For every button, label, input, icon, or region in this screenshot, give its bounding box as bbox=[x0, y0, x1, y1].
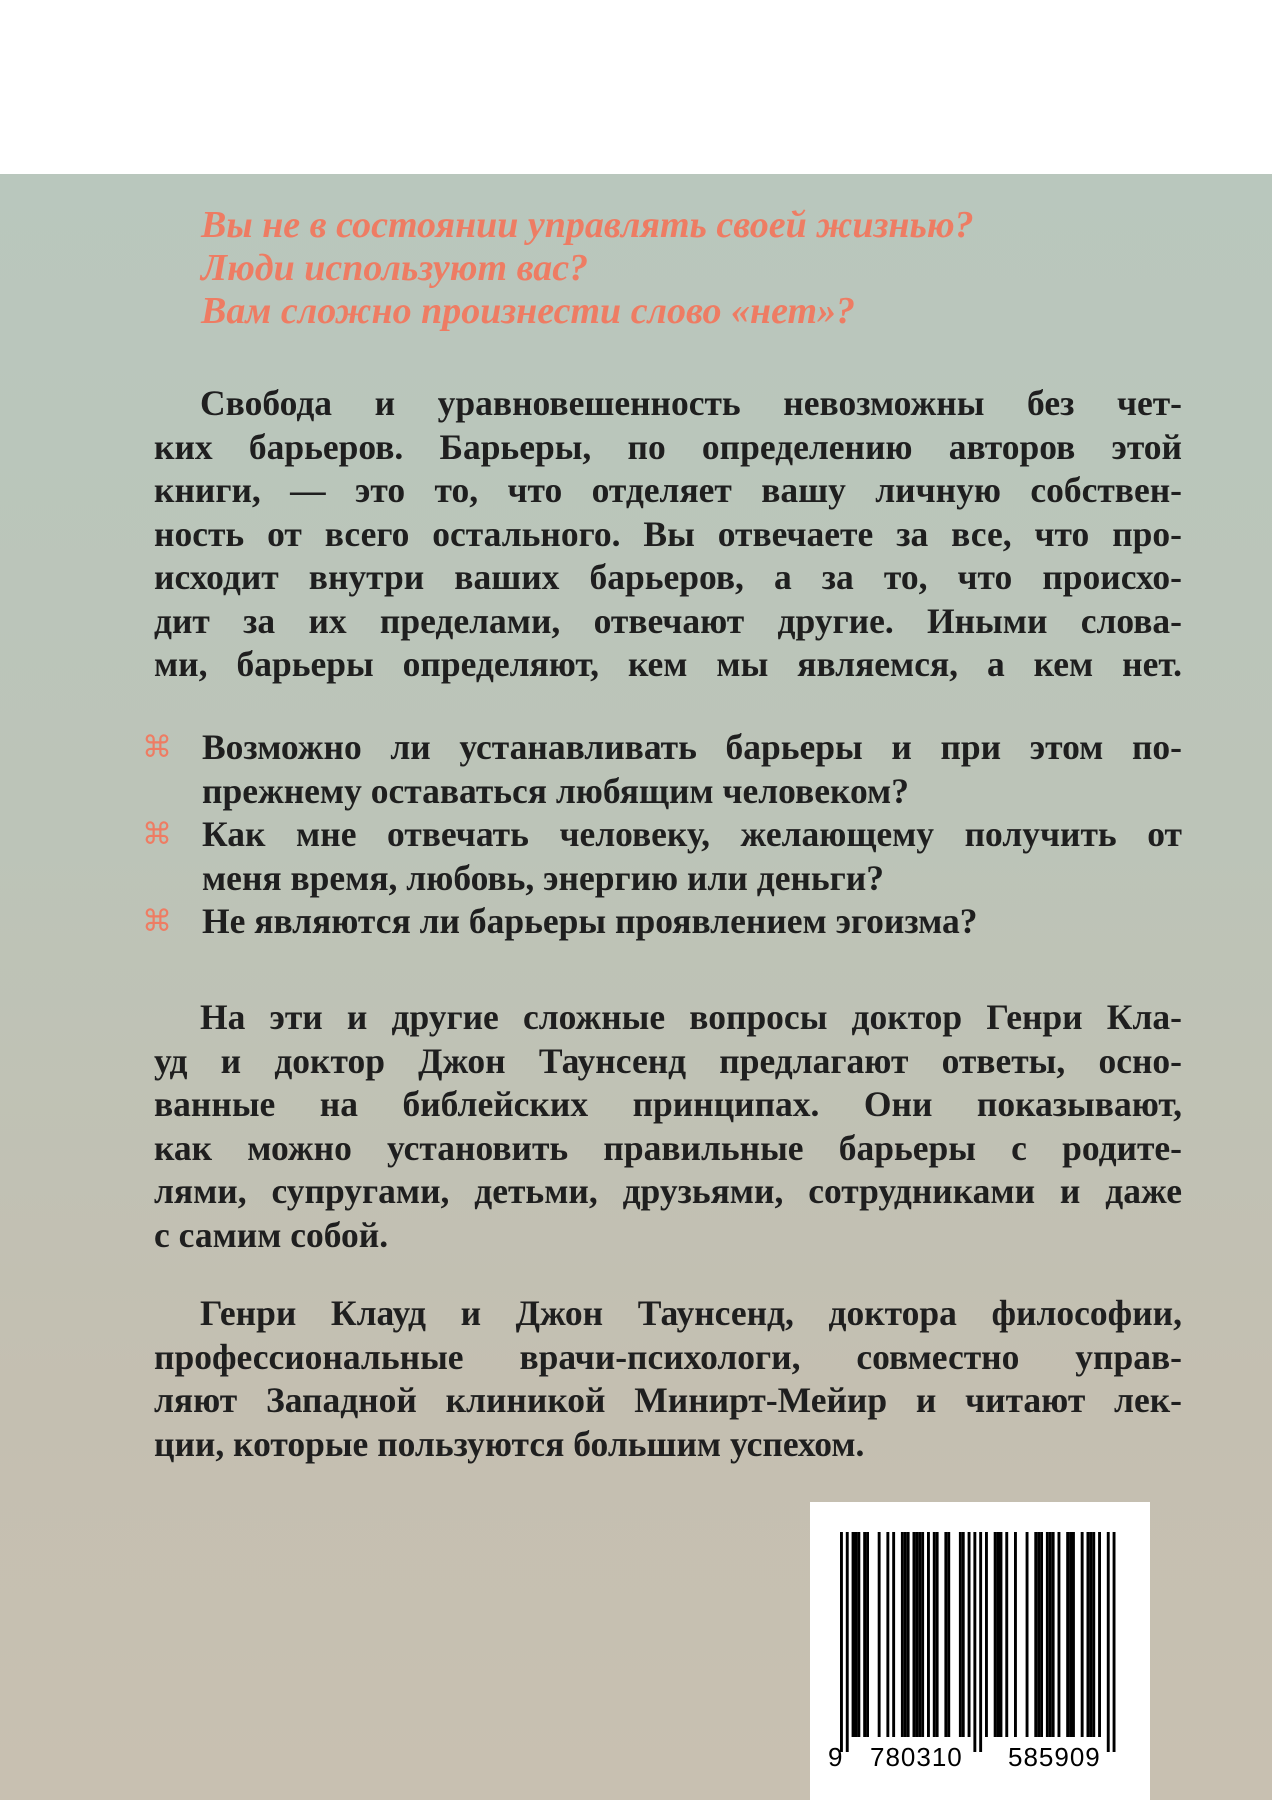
tagline-questions bbox=[201, 204, 1201, 333]
barcode-bar bbox=[1066, 1532, 1069, 1737]
barcode-bar bbox=[1034, 1532, 1037, 1737]
barcode-bar bbox=[997, 1532, 1000, 1737]
barcode-bar bbox=[944, 1532, 947, 1737]
barcode-bar bbox=[973, 1532, 976, 1752]
paragraph-line: дит за их пределами, отвечают другие. Иными слова- bbox=[154, 600, 1182, 641]
intro-paragraph bbox=[154, 382, 1182, 687]
paragraph-line: лями, супругами, детьми, друзьями, сотрудниками и даже bbox=[154, 1171, 1182, 1211]
paragraph-line: ванные на библейских принципах. Они показывают, bbox=[154, 1084, 1182, 1124]
list-item bbox=[142, 813, 1182, 900]
barcode-bar bbox=[994, 1532, 997, 1737]
paragraph-line: ляют Западной клиникой Минирт-Мейир и читают лек- bbox=[154, 1380, 1182, 1420]
list-item-line: Как мне отвечать человеку, желающему получить от bbox=[202, 814, 1182, 854]
barcode-bar bbox=[933, 1532, 936, 1737]
barcode-bar bbox=[1081, 1532, 1084, 1737]
barcode-bar bbox=[1037, 1532, 1040, 1737]
barcode-bar bbox=[936, 1532, 939, 1737]
barcode-bar bbox=[901, 1532, 904, 1737]
barcode-bar bbox=[878, 1532, 881, 1737]
barcode-left-group: 780310 bbox=[870, 1742, 963, 1772]
answers-paragraph bbox=[154, 996, 1182, 1257]
barcode-bar bbox=[918, 1532, 921, 1737]
barcode-bar bbox=[1014, 1532, 1017, 1737]
cover-background bbox=[0, 174, 1272, 1800]
list-item-line: Возможно ли устанавливать барьеры и при этом по- bbox=[202, 727, 1182, 767]
command-symbol-icon: ⌘ bbox=[142, 817, 172, 852]
barcode-bar bbox=[1049, 1532, 1052, 1737]
barcode-bar bbox=[857, 1532, 860, 1737]
paragraph-line: как можно установить правильные барьеры с родите- bbox=[154, 1127, 1182, 1168]
command-symbol-icon: ⌘ bbox=[142, 730, 172, 765]
paragraph-line: профессиональные врачи-психологи, совместно управ- bbox=[154, 1336, 1182, 1377]
paragraph-line: ность от всего остального. Вы отвечаете за все, что про- bbox=[154, 513, 1182, 554]
barcode-bar bbox=[962, 1532, 965, 1737]
paragraph-line: исходит внутри ваших барьеров, а за то, что происхо- bbox=[154, 557, 1182, 597]
barcode-bar bbox=[1089, 1532, 1092, 1737]
barcode-bar bbox=[979, 1532, 982, 1752]
list-item-line: меня время, любовь, энергию или деньги? bbox=[202, 857, 885, 898]
barcode-bar bbox=[886, 1532, 889, 1737]
barcode-first-digit: 9 bbox=[828, 1742, 844, 1772]
barcode-bar bbox=[1058, 1532, 1061, 1737]
paragraph-line: ции, которые пользуются большим успехом. bbox=[154, 1423, 865, 1464]
barcode-bar bbox=[892, 1532, 895, 1737]
barcode-bar bbox=[866, 1532, 869, 1737]
tagline-line: Вы не в состоянии управлять своей жизнью? bbox=[201, 204, 974, 246]
paragraph-line: книги, — это то, что отделяет вашу личную собствен- bbox=[154, 470, 1182, 510]
barcode-bar bbox=[840, 1532, 843, 1752]
tagline-line: Люди используют вас? bbox=[201, 247, 589, 289]
barcode-bar bbox=[959, 1532, 962, 1737]
authors-paragraph bbox=[154, 1292, 1182, 1466]
barcode-bar bbox=[927, 1532, 930, 1737]
barcode-bar bbox=[1087, 1532, 1090, 1737]
barcode-bar bbox=[1072, 1532, 1075, 1737]
barcode-right-group: 585909 bbox=[1008, 1742, 1101, 1772]
barcode-bar bbox=[1046, 1532, 1049, 1737]
barcode-bar bbox=[863, 1532, 866, 1737]
barcode-bar bbox=[1000, 1532, 1003, 1737]
barcode-bar bbox=[1040, 1532, 1043, 1737]
question-list bbox=[142, 726, 1182, 944]
barcode-bar bbox=[1026, 1532, 1029, 1737]
barcode-bar bbox=[904, 1532, 907, 1737]
barcode-bar bbox=[907, 1532, 910, 1737]
barcode-bar bbox=[1098, 1532, 1101, 1737]
list-item bbox=[142, 726, 1182, 813]
paragraph-line: На эти и другие сложные вопросы доктор Генри Кла- bbox=[200, 997, 1182, 1037]
barcode-bar bbox=[921, 1532, 924, 1737]
barcode-bar bbox=[985, 1532, 988, 1737]
paragraph-line: ми, барьеры определяют, кем мы являемся, а кем нет. bbox=[154, 644, 1182, 684]
tagline-line: Вам сложно произнести слово «нет»? bbox=[201, 290, 856, 332]
isbn-barcode bbox=[810, 1502, 1150, 1800]
barcode-bar bbox=[852, 1532, 855, 1737]
command-symbol-icon: ⌘ bbox=[142, 904, 172, 939]
barcode-bar bbox=[947, 1532, 950, 1737]
barcode-bar bbox=[846, 1532, 849, 1752]
paragraph-line: ких барьеров. Барьеры, по определению авторов этой bbox=[154, 426, 1182, 467]
barcode-bar bbox=[915, 1532, 918, 1737]
barcode-bar bbox=[968, 1532, 971, 1737]
barcode-bar bbox=[1092, 1532, 1095, 1737]
list-item-line: Не являются ли барьеры проявлением эгоизма? bbox=[202, 901, 978, 941]
barcode-bars bbox=[840, 1532, 1120, 1752]
barcode-bar bbox=[855, 1532, 858, 1737]
barcode-bar bbox=[913, 1532, 916, 1737]
barcode-bar bbox=[1005, 1532, 1008, 1737]
barcode-bar bbox=[1052, 1532, 1055, 1737]
barcode-bar bbox=[1113, 1532, 1116, 1752]
list-item-line: прежнему оставаться любящим человеком? bbox=[202, 770, 909, 811]
barcode-bar bbox=[1107, 1532, 1110, 1752]
paragraph-line: Свобода и уравновешенность невозможны без чет- bbox=[200, 383, 1182, 423]
paragraph-line: с самим собой. bbox=[154, 1214, 389, 1255]
list-item bbox=[142, 900, 1182, 944]
barcode-bar bbox=[1069, 1532, 1072, 1737]
paragraph-line: уд и доктор Джон Таунсенд предлагают ответы, осно- bbox=[154, 1040, 1182, 1081]
paragraph-line: Генри Клауд и Джон Таунсенд, доктора философии, bbox=[200, 1293, 1182, 1333]
